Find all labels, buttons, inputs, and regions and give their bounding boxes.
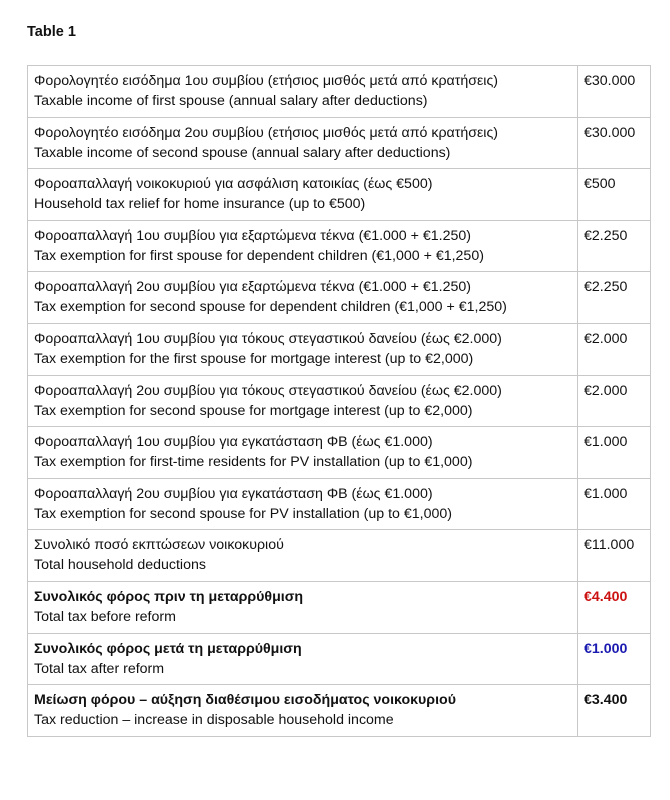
greek-label: Φοροαπαλλαγή 1ου συμβίου για εξαρτώμενα τέκνα (€1.000 + €1.250) <box>34 227 471 244</box>
table-row <box>28 117 651 169</box>
greek-label: Συνολικός φόρος πριν τη μεταρρύθμιση <box>34 588 304 605</box>
row-description <box>28 375 578 427</box>
english-label: Total tax after reform <box>34 660 165 677</box>
row-value: €2.250 <box>578 220 651 272</box>
english-label: Total household deductions <box>34 557 206 574</box>
table-row <box>28 272 651 324</box>
row-value: €11.000 <box>578 530 651 582</box>
english-label: Total tax before reform <box>34 608 176 625</box>
row-description <box>28 220 578 272</box>
row-value: €1.000 <box>578 427 651 479</box>
english-label: Tax exemption for second spouse for PV installation (up to €1,000) <box>34 505 452 522</box>
row-description <box>28 581 578 633</box>
row-description <box>28 169 578 221</box>
english-label: Household tax relief for home insurance (up to €500) <box>34 196 366 213</box>
greek-label: Φοροαπαλλαγή 1ου συμβίου για τόκους στεγαστικού δανείου (έως €2.000) <box>34 330 502 347</box>
english-label: Tax exemption for second spouse for dependent children (€1,000 + €1,250) <box>34 299 507 316</box>
row-value: €2.250 <box>578 272 651 324</box>
english-label: Tax exemption for second spouse for mortgage interest (up to €2,000) <box>34 402 473 419</box>
english-label: Tax exemption for the first spouse for mortgage interest (up to €2,000) <box>34 350 474 367</box>
greek-label: Φοροαπαλλαγή 1ου συμβίου για εγκατάσταση ΦΒ (έως €1.000) <box>34 434 433 451</box>
english-label: Tax exemption for first spouse for dependent children (€1,000 + €1,250) <box>34 247 484 264</box>
table-row <box>28 169 651 221</box>
row-description <box>28 323 578 375</box>
row-description <box>28 427 578 479</box>
table-row-total-deductions <box>28 530 651 582</box>
greek-label: Φοροαπαλλαγή 2ου συμβίου για εξαρτώμενα τέκνα (€1.000 + €1.250) <box>34 279 471 296</box>
row-description <box>28 478 578 530</box>
row-description <box>28 272 578 324</box>
table-title: Table 1 <box>27 24 76 40</box>
english-label: Tax reduction – increase in disposable household income <box>34 712 394 729</box>
greek-label: Συνολικό ποσό εκπτώσεων νοικοκυριού <box>34 537 284 554</box>
table-row <box>28 375 651 427</box>
table-row <box>28 427 651 479</box>
greek-label: Φοροαπαλλαγή 2ου συμβίου για εγκατάσταση ΦΒ (έως €1.000) <box>34 485 433 502</box>
greek-label: Φορολογητέο εισόδημα 1ου συμβίου (ετήσιος μισθός μετά από κρατήσεις) <box>34 73 499 89</box>
tax-table <box>27 65 651 737</box>
english-label: Taxable income of second spouse (annual salary after deductions) <box>34 144 451 161</box>
greek-label: Μείωση φόρου – αύξηση διαθέσιμου εισοδήματος νοικοκυριού <box>34 692 456 709</box>
english-label: Taxable income of first spouse (annual salary after deductions) <box>34 93 428 109</box>
greek-label: Φοροαπαλλαγή 2ου συμβίου για τόκους στεγαστικού δανείου (έως €2.000) <box>34 382 502 399</box>
row-value-tax-reduction: €3.400 <box>578 685 651 737</box>
row-value-tax-before: €4.400 <box>578 581 651 633</box>
row-value: €1.000 <box>578 478 651 530</box>
row-value: €500 <box>578 169 651 221</box>
table-row <box>28 323 651 375</box>
row-description <box>28 633 578 685</box>
english-label: Tax exemption for first-time residents for PV installation (up to €1,000) <box>34 454 473 471</box>
table-row-tax-reduction <box>28 685 651 737</box>
table-row-tax-before-reform <box>28 581 651 633</box>
table-row <box>28 220 651 272</box>
row-description <box>28 685 578 737</box>
table-row <box>28 66 651 118</box>
row-value: €30.000 <box>578 117 651 169</box>
row-value: €30.000 <box>578 66 651 118</box>
greek-label: Φοροαπαλλαγή νοικοκυριού για ασφάλιση κατοικίας (έως €500) <box>34 176 433 193</box>
row-value-tax-after: €1.000 <box>578 633 651 685</box>
row-description <box>28 66 578 118</box>
row-value: €2.000 <box>578 323 651 375</box>
row-description <box>28 117 578 169</box>
greek-label: Συνολικός φόρος μετά τη μεταρρύθμιση <box>34 640 302 657</box>
table-row <box>28 478 651 530</box>
row-description <box>28 530 578 582</box>
table-row-tax-after-reform <box>28 633 651 685</box>
row-value: €2.000 <box>578 375 651 427</box>
greek-label: Φορολογητέο εισόδημα 2ου συμβίου (ετήσιος μισθός μετά από κρατήσεις) <box>34 124 499 141</box>
